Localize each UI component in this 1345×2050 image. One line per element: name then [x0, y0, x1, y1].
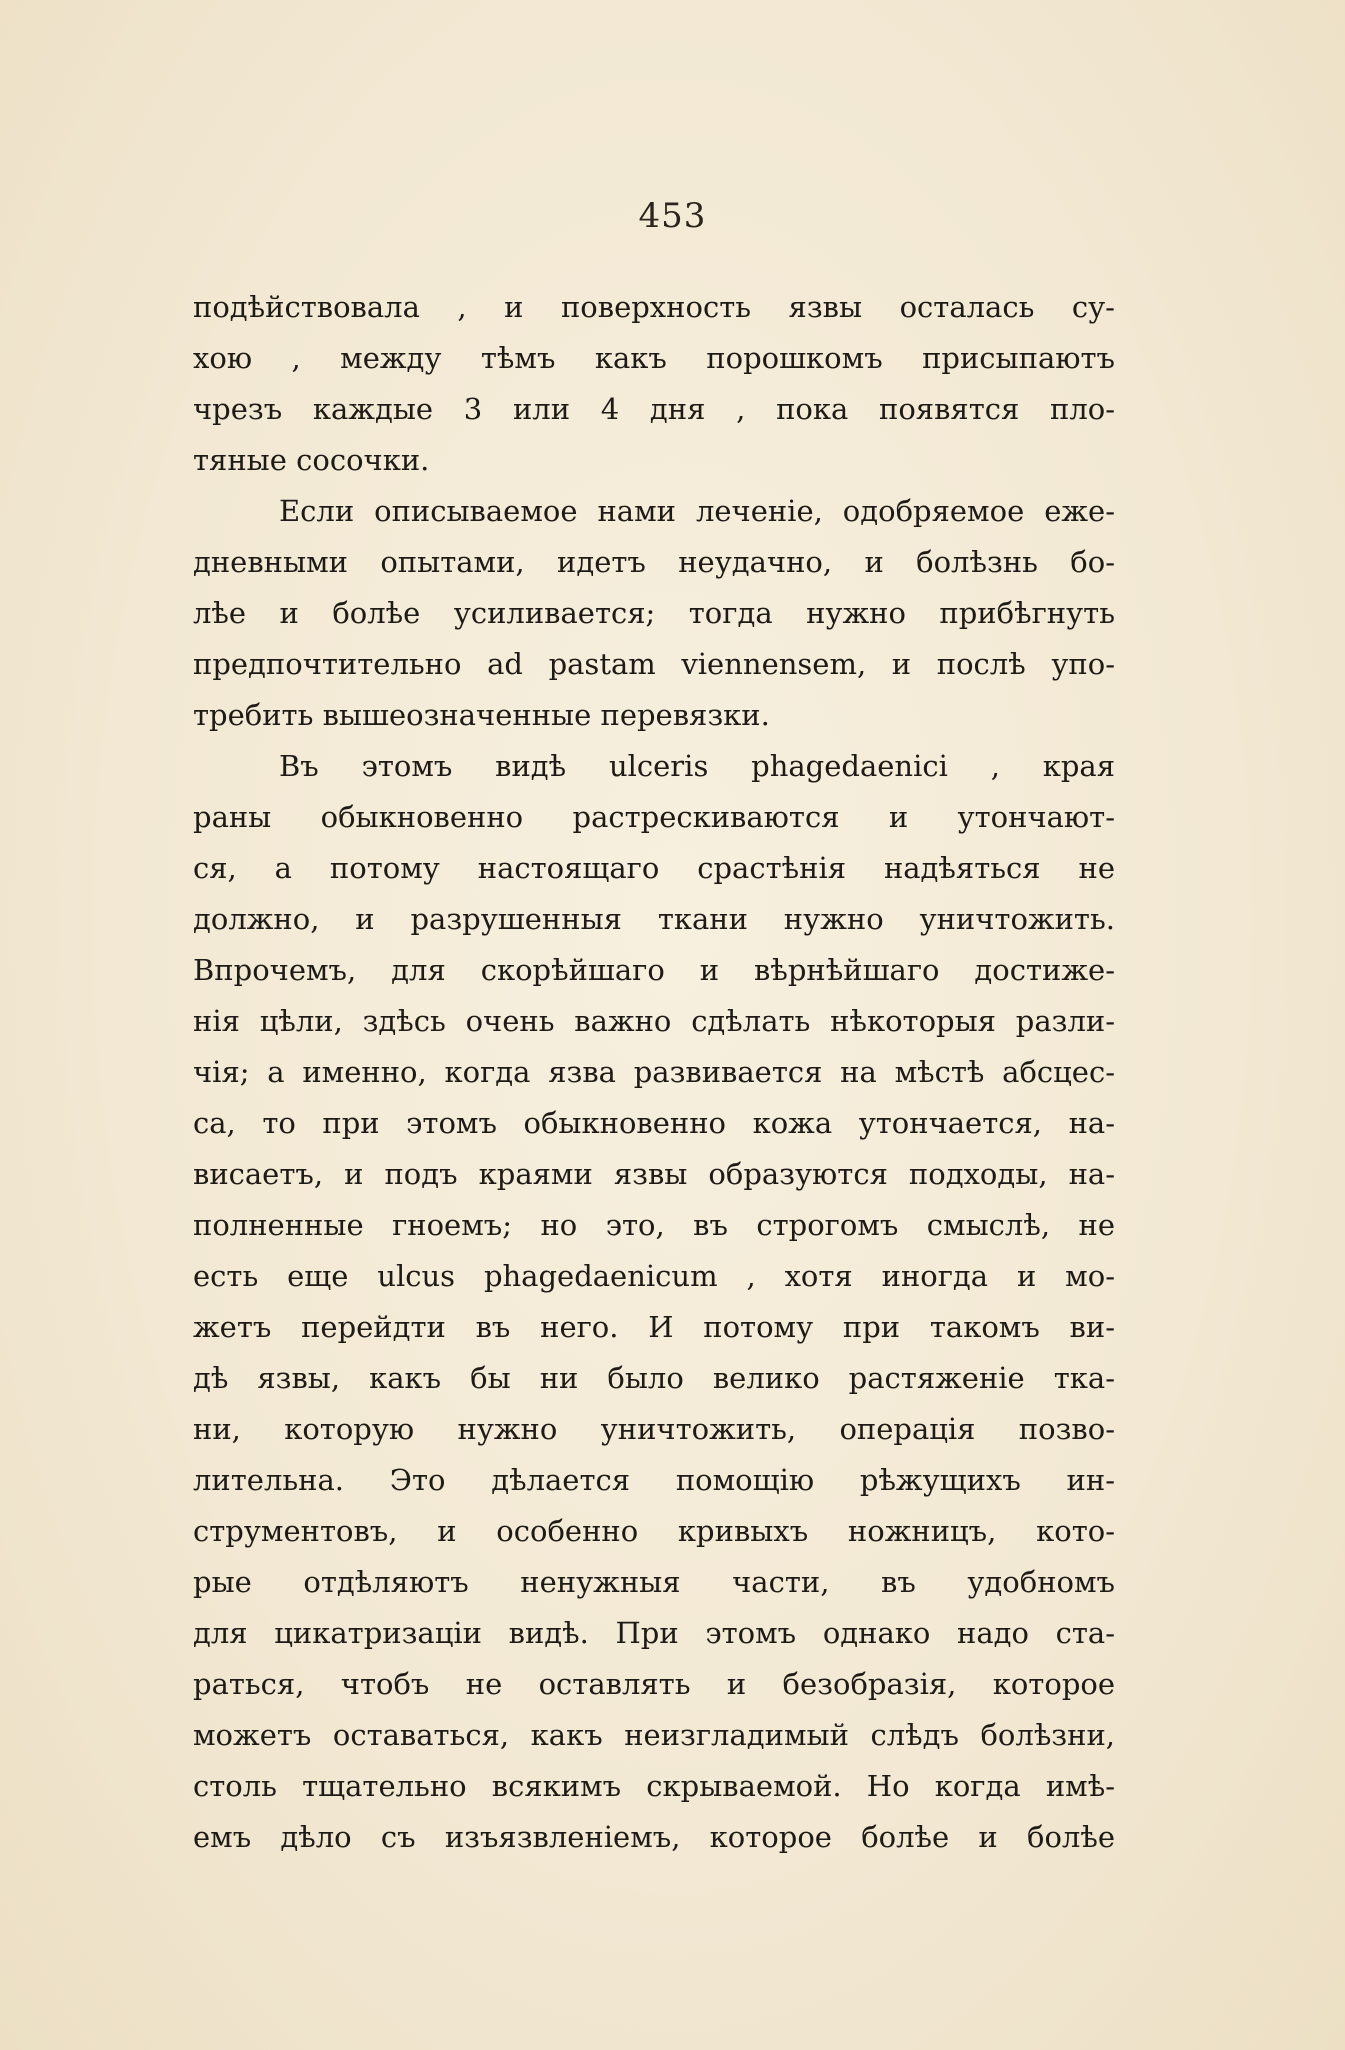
text-line: струментовъ, и особенно кривыхъ ножницъ, кото-: [193, 1514, 1115, 1548]
text-line: раны обыкновенно растрескиваются и утончают-: [193, 800, 1115, 834]
text-line: есть еще ulcus phagedaenicum , хотя иногда и мо-: [193, 1259, 1115, 1293]
body-text: [193, 282, 1115, 1863]
text-line: чія; а именно, когда язва развивается на мѣстѣ абсцес-: [193, 1055, 1115, 1089]
text-line: тяные сосочки.: [193, 443, 430, 477]
text-line: можетъ оставаться, какъ неизгладимый слѣдъ болѣзни,: [193, 1718, 1115, 1752]
text-line: столь тщательно всякимъ скрываемой. Но когда имѣ-: [193, 1769, 1115, 1803]
text-line: нія цѣли, здѣсь очень важно сдѣлать нѣкоторыя разли-: [193, 1004, 1115, 1038]
text-line: хою , между тѣмъ какъ порошкомъ присыпаютъ: [193, 341, 1115, 375]
page-number: 453: [638, 196, 707, 236]
text-line: для цикатризаціи видѣ. При этомъ однако надо ста-: [193, 1616, 1115, 1650]
text-line: емъ дѣло съ изъязвленіемъ, которое болѣе и болѣе: [193, 1820, 1115, 1854]
text-line: полненные гноемъ; но это, въ строгомъ смыслѣ, не: [193, 1208, 1115, 1242]
text-line: предпочтительно ad pastam viennensem, и послѣ упо-: [193, 647, 1115, 681]
text-line: требить вышеозначенные перевязки.: [193, 698, 770, 732]
text-line: должно, и разрушенныя ткани нужно уничтожить.: [193, 902, 1115, 936]
text-line: ни, которую нужно уничтожить, операція позво-: [193, 1412, 1115, 1446]
text-line: Впрочемъ, для скорѣйшаго и вѣрнѣйшаго достиже-: [193, 953, 1115, 987]
text-line: чрезъ каждые 3 или 4 дня , пока появятся пло-: [193, 392, 1115, 426]
text-line: раться, чтобъ не оставлять и безобразія, которое: [193, 1667, 1115, 1701]
text-line: лительна. Это дѣлается помощію рѣжущихъ ин-: [193, 1463, 1115, 1497]
text-line: жетъ перейдти въ него. И потому при такомъ ви-: [193, 1310, 1115, 1344]
text-line: подѣйствовала , и поверхность язвы осталась су-: [193, 290, 1115, 324]
text-line: висаетъ, и подъ краями язвы образуются подходы, на-: [193, 1157, 1115, 1191]
text-line: дѣ язвы, какъ бы ни было велико растяженіе тка-: [193, 1361, 1115, 1395]
paragraph-start-line: Въ этомъ видѣ ulceris phagedaenici , края: [279, 749, 1115, 783]
text-line: ся, а потому настоящаго срастѣнія надѣяться не: [193, 851, 1115, 885]
text-line: са, то при этомъ обыкновенно кожа утончается, на-: [193, 1106, 1115, 1140]
paragraph-start-line: Если описываемое нами леченіе, одобряемое еже-: [279, 494, 1115, 528]
text-line: рые отдѣляютъ ненужныя части, въ удобномъ: [193, 1565, 1115, 1599]
text-line: лѣе и болѣе усиливается; тогда нужно прибѣгнуть: [193, 596, 1115, 630]
text-line: дневными опытами, идетъ неудачно, и болѣзнь бо-: [193, 545, 1115, 579]
